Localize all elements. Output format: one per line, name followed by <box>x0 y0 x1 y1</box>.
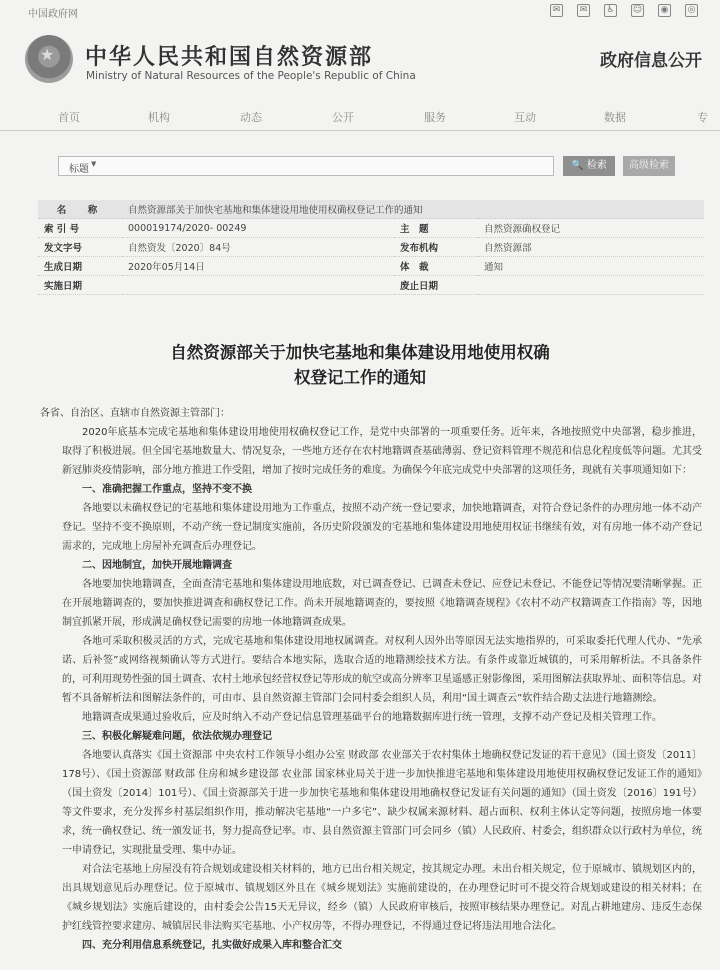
top-icons <box>550 4 698 17</box>
mail-icon[interactable]: ✉ <box>550 4 563 17</box>
nav-item-home[interactable]: 首页 <box>58 111 80 124</box>
doc-heading-1: 一、准确把握工作重点，坚持不变不换 <box>82 484 252 495</box>
search-button[interactable] <box>563 156 615 176</box>
document-title-line1: 自然资源部关于加快宅基地和集体建设用地使用权确 <box>170 343 550 362</box>
doc-paragraph: 各地要以未确权登记的宅基地和集体建设用地为工作重点，按照不动产统一登记要求，加快地籍调查，对符合登记条件的办理房地一体不动产登记。坚持不变不换原则，不动产统一登记制度实施前，各历史阶段颁发的宅基地和集体建设用地使用权证书继续有效，对有房地一体不动产登记需求的，完成地上房屋补充调查后办理登记。 <box>62 503 702 552</box>
national-emblem-icon[interactable]: ★ <box>25 35 73 83</box>
meta-org-value: 自然资源部 <box>478 238 704 257</box>
document-title <box>40 340 680 390</box>
doc-paragraph: 各地要认真落实《国土资源部 中央农村工作领导小组办公室 财政部 农业部关于农村集体土地确权登记发证的若干意见》（国土资发〔2011〕178号）、《国土资源部 财政部 住房和城乡建设部 农业部 国家林业局关于进一步加快推进宅基地和集体建设用地使用权确权登记发证工作的通知》（国土资发〔2014〕101号）、《国土资源部关于进一步加快宅基地和集体建设用地确权登记发证有关问题的通知》（国土资发〔2016〕191号）等文件要求，充分发挥乡村基层组织作用，推动解决宅基地“一户多宅”、缺少权属来源材料、超占面积、权利主体认定等问题，按照房地一体要求，统一确权登记、统一颁发证书，努力提高登记率。市、县自然资源主管部门可会同乡（镇）人民政府、村委会，组织群众以行政村为单位，统一申请登记，实现批量受理、集中办证。 <box>62 750 702 856</box>
advanced-search-button[interactable]: 高级检索 <box>623 156 675 176</box>
main-nav <box>0 105 720 127</box>
meta-effective-label: 实施日期 <box>38 276 122 295</box>
meta-created-value: 2020年05月14日 <box>122 257 394 276</box>
envelope-icon[interactable]: ✉ <box>577 4 590 17</box>
search-button-label: 检索 <box>586 160 607 171</box>
doc-heading-3: 三、积极化解疑难问题，依法依规办理登记 <box>82 731 272 742</box>
doc-paragraph: 各地要加快地籍调查，全面查清宅基地和集体建设用地底数，对已调查登记、已调查未登记、应登记未登记、不能登记等情况要清晰掌握。正在开展地籍调查的，要加快推进调查和确权登记工作。尚未开展地籍调查的，要按照《地籍调查规程》《农村不动产权籍调查工作指南》等，因地制宜抓紧开展，形成满足确权登记需要的房地一体地籍调查成果。 <box>62 579 702 628</box>
doc-heading-4: 四、充分利用信息系统登记，扎实做好成果入库和整合汇交 <box>82 940 342 951</box>
site-name[interactable]: 中国政府网 <box>28 9 78 20</box>
meta-docno-value: 自然资发〔2020〕84号 <box>122 238 394 257</box>
nav-item-news[interactable]: 动态 <box>240 111 262 124</box>
nav-item-special[interactable]: 专 <box>697 111 708 124</box>
meta-topic-value: 自然资源确权登记 <box>478 219 704 238</box>
ministry-title-en: Ministry of Natural Resources of the People's Republic of China <box>86 70 416 82</box>
ministry-title[interactable]: 中华人民共和国自然资源部 <box>85 45 374 70</box>
meta-name-label: 名 称 <box>38 200 122 219</box>
doc-salutation: 各省、自治区、直辖市自然资源主管部门： <box>40 408 230 419</box>
doc-paragraph: 地籍调查成果通过验收后，应及时纳入不动产登记信息管理基础平台的地籍数据库进行统一管理，支撑不动产登记及相关管理工作。 <box>82 712 662 723</box>
search-icon: 🔍 <box>571 160 584 171</box>
meta-effective-value <box>122 276 394 295</box>
meta-repeal-value <box>478 276 704 295</box>
section-title: 政府信息公开 <box>600 51 702 71</box>
nav-item-interact[interactable]: 互动 <box>514 111 536 124</box>
wechat-icon[interactable]: ◎ <box>685 4 698 17</box>
meta-org-label: 发布机构 <box>394 238 478 257</box>
top-bar <box>0 0 720 22</box>
meta-index-label: 索 引 号 <box>38 219 122 238</box>
document-title-line2: 权登记工作的通知 <box>294 368 426 387</box>
nav-divider <box>0 130 720 131</box>
nav-item-org[interactable]: 机构 <box>148 111 170 124</box>
accessibility-icon[interactable]: ♿ <box>604 4 617 17</box>
meta-genre-value: 通知 <box>478 257 704 276</box>
search-input[interactable] <box>104 158 548 176</box>
caret-down-icon[interactable]: ▼ <box>91 160 97 168</box>
nav-item-public[interactable]: 公开 <box>332 111 354 124</box>
meta-docno-label: 发文字号 <box>38 238 122 257</box>
meta-repeal-label: 废止日期 <box>394 276 478 295</box>
meta-topic-label: 主 题 <box>394 219 478 238</box>
nav-item-service[interactable]: 服务 <box>424 111 446 124</box>
doc-paragraph: 对合法宅基地上房屋没有符合规划或建设相关材料的，地方已出台相关规定，按其规定办理。未出台相关规定，位于原城市、镇规划区内的，出具规划意见后办理登记。位于原城市、镇规划区外且在《城乡规划法》实施前建设的，在办理登记时可不提交符合规划或建设的相关材料；在《城乡规划法》实施后建设的，由村委会公告15天无异议，经乡（镇）人民政府审核后，按照审核结果办理登记。对乱占耕地建房、违反生态保护红线管控要求建房、城镇居民非法购买宅基地、小产权房等，不得办理登记，不得通过登记将违法用地合法化。 <box>62 864 702 932</box>
document-meta-table <box>38 200 704 295</box>
meta-index-value: 000019174/2020- 00249 <box>122 219 394 238</box>
site-header <box>0 22 720 92</box>
weibo-icon[interactable]: ◉ <box>658 4 671 17</box>
nav-item-data[interactable]: 数据 <box>604 111 626 124</box>
search-field-select[interactable]: 标题 <box>69 164 89 175</box>
search-box <box>58 156 554 176</box>
person-icon[interactable]: ☺ <box>632 5 643 15</box>
meta-created-label: 生成日期 <box>38 257 122 276</box>
document-body <box>40 404 702 955</box>
doc-paragraph: 各地可采取积极灵活的方式，完成宅基地和集体建设用地权属调查。对权利人因外出等原因无法实地指界的，可采取委托代理人代办、“先承诺、后补签”或网络视频确认等方式进行。要结合本地实际，选取合适的地籍测绘技术方法。有条件或靠近城镇的，可采用解析法。不具备条件的，可利用现势性强的国土调查、农村土地承包经营权登记等形成的航空或高分辨率卫星遥感正射影像图，采用图解法获取界址、面积等信息。对暂不具备解析法和图解法条件的，可由市、县自然资源主管部门会同村委会组织人员，利用“国土调查云”软件结合勘丈法进行地籍测绘。 <box>62 636 702 704</box>
meta-genre-label: 体 裁 <box>394 257 478 276</box>
doc-heading-2: 二、因地制宜，加快开展地籍调查 <box>82 560 232 571</box>
meta-name-value: 自然资源部关于加快宅基地和集体建设用地使用权确权登记工作的通知 <box>122 200 704 219</box>
doc-paragraph: 2020年底基本完成宅基地和集体建设用地使用权确权登记工作，是党中央部署的一项重要任务。近年来，各地按照党中央部署，稳步推进，取得了积极进展。但全国宅基地数量大、情况复杂，一些地方还存在农村地籍调查基础薄弱、登记资料管理不规范和信息化程度低等问题。尤其受新冠肺炎疫情影响，部分地方推进工作受阻，增加了按时完成任务的难度。为确保今年底完成党中央部署的这项任务，现就有关事项通知如下： <box>62 427 702 476</box>
